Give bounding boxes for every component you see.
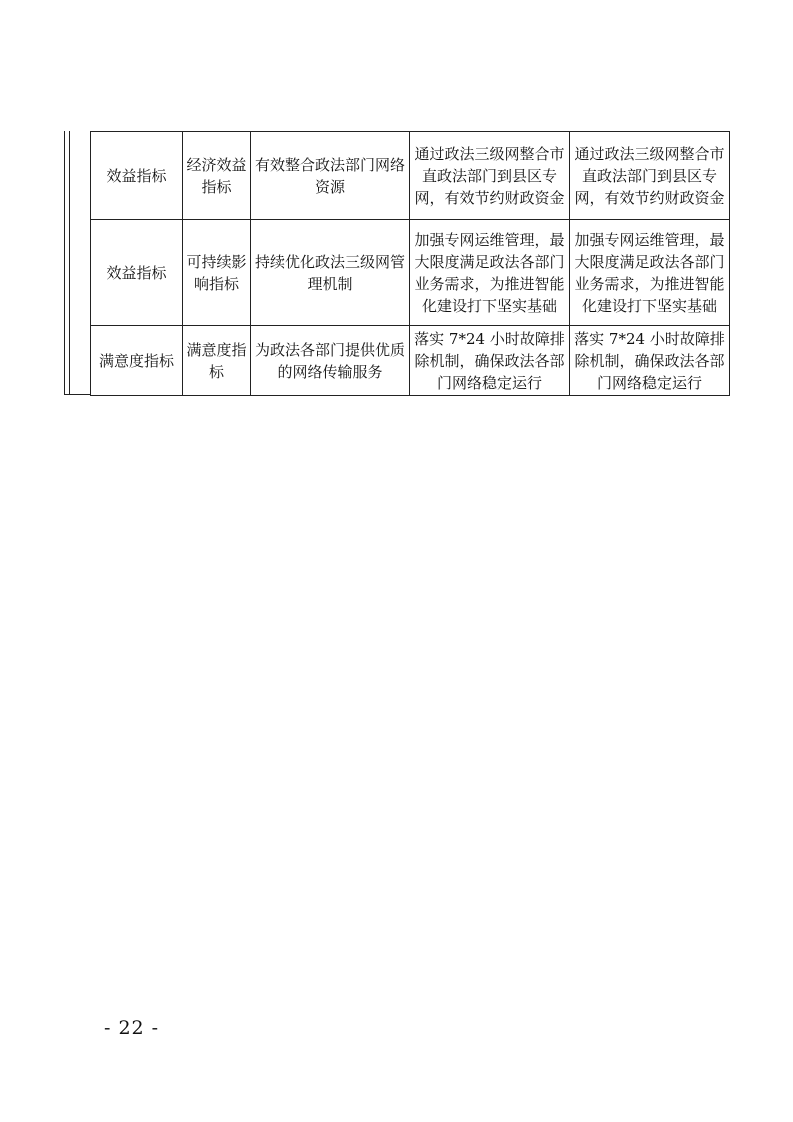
- indicator-content-cell: 有效整合政法部门网络资源: [251, 132, 410, 220]
- target-value-cell: 加强专网运维管理，最大限度满足政法各部门业务需求，为推进智能化建设打下坚实基础: [410, 220, 570, 326]
- table-row: [91, 326, 730, 396]
- target-value-cell: 落实 7*24 小时故障排除机制，确保政法各部门网络稳定运行: [410, 326, 570, 396]
- actual-value-cell: 通过政法三级网整合市直政法部门到县区专网，有效节约财政资金: [570, 132, 730, 220]
- table-row: [91, 220, 730, 326]
- table-row: [91, 132, 730, 220]
- indicator-content-cell: 持续优化政法三级网管理机制: [251, 220, 410, 326]
- table-left-border-inner: [69, 131, 70, 395]
- performance-indicator-table: [90, 131, 730, 396]
- indicator-category-cell: 效益指标: [91, 220, 183, 326]
- table-left-bottom-rule: [64, 394, 90, 395]
- sub-indicator-cell: 经济效益指标: [183, 132, 251, 220]
- target-value-cell: 通过政法三级网整合市直政法部门到县区专网，有效节约财政资金: [410, 132, 570, 220]
- indicator-content-cell: 为政法各部门提供优质的网络传输服务: [251, 326, 410, 396]
- indicator-category-cell: 效益指标: [91, 132, 183, 220]
- table-left-border-outer: [64, 131, 65, 395]
- indicator-category-cell: 满意度指标: [91, 326, 183, 396]
- actual-value-cell: 落实 7*24 小时故障排除机制，确保政法各部门网络稳定运行: [570, 326, 730, 396]
- actual-value-cell: 加强专网运维管理，最大限度满足政法各部门业务需求，为推进智能化建设打下坚实基础: [570, 220, 730, 326]
- sub-indicator-cell: 满意度指标: [183, 326, 251, 396]
- sub-indicator-cell: 可持续影响指标: [183, 220, 251, 326]
- page-number: - 22 -: [104, 1017, 160, 1039]
